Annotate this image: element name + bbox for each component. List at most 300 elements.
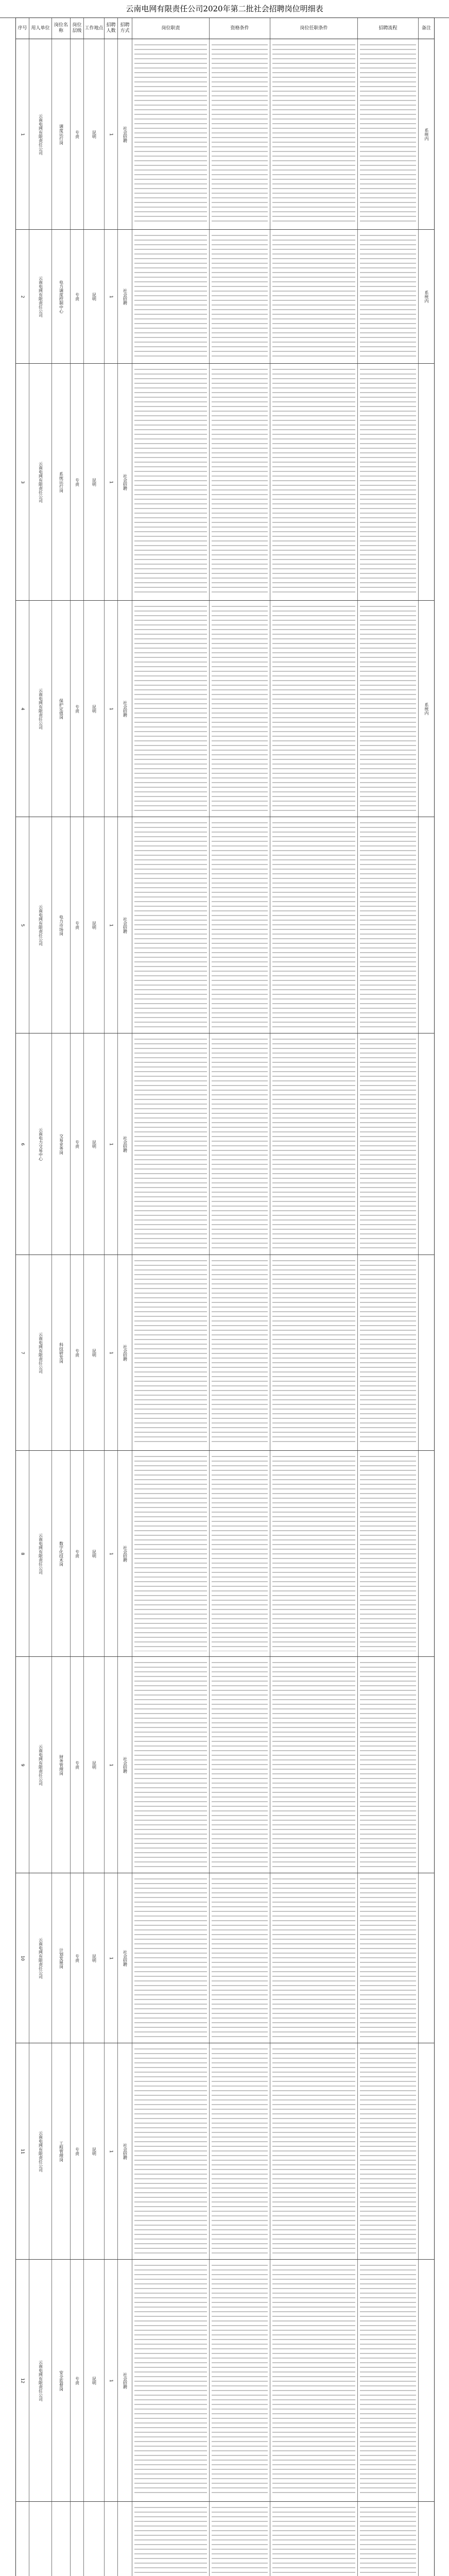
row-condition-cell bbox=[270, 1451, 358, 1656]
row-place: 昆明 bbox=[92, 292, 97, 301]
row-remark: 系统内 bbox=[424, 290, 429, 303]
row-unit-cell bbox=[29, 2043, 52, 2259]
row-duty-cell bbox=[132, 2260, 210, 2501]
row-post-cell bbox=[52, 2043, 71, 2259]
row-method: 社会招聘 bbox=[123, 1545, 128, 1562]
row-method-cell bbox=[118, 1657, 132, 1873]
text-lines bbox=[272, 2507, 355, 2576]
row-level-cell bbox=[71, 1657, 84, 1873]
row-count-cell bbox=[105, 364, 118, 600]
row-process-cell bbox=[358, 230, 419, 363]
row-method-cell bbox=[118, 1255, 132, 1450]
row-method-cell bbox=[118, 1033, 132, 1255]
text-lines bbox=[360, 2507, 416, 2576]
row-level: 专责 bbox=[75, 1140, 80, 1148]
row-remark-cell bbox=[419, 1033, 434, 1255]
text-lines bbox=[134, 2048, 207, 2254]
row-count: 1 bbox=[109, 1763, 114, 1767]
row-unit-cell bbox=[29, 230, 52, 363]
row-method: 社会招聘 bbox=[123, 917, 128, 934]
row-place: 昆明 bbox=[92, 1549, 97, 1558]
row-unit-cell bbox=[29, 1033, 52, 1255]
row-place-cell bbox=[84, 364, 105, 600]
row-no-cell bbox=[16, 2502, 29, 2576]
row-remark-cell bbox=[419, 364, 434, 600]
row-process-cell bbox=[358, 2260, 419, 2501]
row-condition-cell bbox=[270, 2502, 358, 2576]
row-unit-cell bbox=[29, 601, 52, 817]
text-lines bbox=[272, 1039, 355, 1249]
row-duty-cell bbox=[132, 230, 210, 363]
row-unit: 云南电网有限责任公司 bbox=[38, 2360, 43, 2401]
text-lines bbox=[134, 1878, 207, 2038]
row-unit-cell bbox=[29, 1873, 52, 2043]
row-place-cell bbox=[84, 601, 105, 817]
row-no: 3 bbox=[20, 480, 25, 484]
row-process-cell bbox=[358, 1255, 419, 1450]
row-level: 专责 bbox=[75, 2147, 80, 2156]
row-remark-cell bbox=[419, 2043, 434, 2259]
row-method-cell bbox=[118, 1873, 132, 2043]
row-no: 2 bbox=[20, 295, 25, 298]
row-qualification-cell bbox=[210, 2502, 270, 2576]
row-process-cell bbox=[358, 601, 419, 817]
row-unit: 云南电网有限责任公司 bbox=[38, 688, 43, 730]
row-remark-cell bbox=[419, 1873, 434, 2043]
header-process: 招聘流程 bbox=[358, 18, 419, 39]
row-level-cell bbox=[71, 2260, 84, 2501]
row-level: 专责 bbox=[75, 1954, 80, 1962]
text-lines bbox=[212, 2048, 268, 2254]
text-lines bbox=[360, 235, 416, 358]
row-count: 1 bbox=[109, 707, 114, 710]
text-lines bbox=[212, 369, 268, 595]
row-duty-cell bbox=[132, 39, 210, 229]
row-level-cell bbox=[71, 1255, 84, 1450]
row-no: 10 bbox=[20, 1955, 25, 1961]
row-process-cell bbox=[358, 2502, 419, 2576]
recruitment-table bbox=[15, 18, 435, 2576]
row-unit-cell bbox=[29, 1255, 52, 1450]
text-lines bbox=[134, 822, 207, 1028]
text-lines bbox=[272, 369, 355, 595]
row-post-cell bbox=[52, 1033, 71, 1255]
row-count: 1 bbox=[109, 132, 114, 136]
row-unit-cell bbox=[29, 39, 52, 229]
row-condition-cell bbox=[270, 817, 358, 1033]
row-condition-cell bbox=[270, 364, 358, 600]
row-method: 社会招聘 bbox=[123, 1344, 128, 1361]
text-lines bbox=[212, 44, 268, 224]
row-unit-cell bbox=[29, 2502, 52, 2576]
text-lines bbox=[212, 2507, 268, 2576]
table-row bbox=[16, 601, 434, 817]
row-qualification-cell bbox=[210, 39, 270, 229]
row-remark-cell bbox=[419, 601, 434, 817]
row-method: 社会招聘 bbox=[123, 2372, 128, 2389]
text-lines bbox=[212, 1878, 268, 2038]
row-method: 社会招聘 bbox=[123, 1136, 128, 1153]
row-qualification-cell bbox=[210, 1873, 270, 2043]
row-process-cell bbox=[358, 39, 419, 229]
row-level: 专责 bbox=[75, 704, 80, 713]
row-level-cell bbox=[71, 2502, 84, 2576]
row-unit-cell bbox=[29, 817, 52, 1033]
row-method: 社会招聘 bbox=[123, 126, 128, 143]
row-remark-cell bbox=[419, 817, 434, 1033]
row-duty-cell bbox=[132, 817, 210, 1033]
row-post-cell bbox=[52, 601, 71, 817]
row-process-cell bbox=[358, 1451, 419, 1656]
row-process-cell bbox=[358, 1033, 419, 1255]
text-lines bbox=[212, 1662, 268, 1868]
row-place: 昆明 bbox=[92, 1760, 97, 1769]
row-post-cell bbox=[52, 1255, 71, 1450]
row-qualification-cell bbox=[210, 1255, 270, 1450]
row-method-cell bbox=[118, 1451, 132, 1656]
header-count: 招聘人数 bbox=[105, 18, 118, 39]
table-row bbox=[16, 1255, 434, 1451]
row-level: 专责 bbox=[75, 921, 80, 929]
row-remark-cell bbox=[419, 230, 434, 363]
text-lines bbox=[134, 1662, 207, 1868]
row-count-cell bbox=[105, 1255, 118, 1450]
row-post-cell bbox=[52, 1451, 71, 1656]
text-lines bbox=[272, 2265, 355, 2496]
row-count: 1 bbox=[109, 480, 114, 484]
row-method: 社会招聘 bbox=[123, 288, 128, 305]
text-lines bbox=[212, 235, 268, 358]
row-level-cell bbox=[71, 230, 84, 363]
header-place: 工作地点 bbox=[84, 18, 105, 39]
row-unit: 云南电网有限责任公司 bbox=[38, 113, 43, 155]
header-unit: 用人单位 bbox=[29, 18, 52, 39]
row-condition-cell bbox=[270, 601, 358, 817]
row-no-cell bbox=[16, 39, 29, 229]
row-process-cell bbox=[358, 364, 419, 600]
text-lines bbox=[134, 235, 207, 358]
row-qualification-cell bbox=[210, 1451, 270, 1656]
row-remark-cell bbox=[419, 39, 434, 229]
row-condition-cell bbox=[270, 1255, 358, 1450]
row-no: 7 bbox=[20, 1351, 25, 1354]
row-condition-cell bbox=[270, 2260, 358, 2501]
row-unit-cell bbox=[29, 1657, 52, 1873]
row-place: 昆明 bbox=[92, 2376, 97, 2385]
row-method: 社会招聘 bbox=[123, 1756, 128, 1773]
row-no-cell bbox=[16, 364, 29, 600]
row-unit: 云南电网有限责任公司 bbox=[38, 2130, 43, 2172]
row-process-cell bbox=[358, 817, 419, 1033]
row-remark-cell bbox=[419, 2260, 434, 2501]
text-lines bbox=[272, 2048, 355, 2254]
row-condition-cell bbox=[270, 39, 358, 229]
text-lines bbox=[134, 2265, 207, 2496]
row-count: 1 bbox=[109, 923, 114, 927]
row-no-cell bbox=[16, 601, 29, 817]
row-qualification-cell bbox=[210, 1033, 270, 1255]
table-header-row bbox=[16, 18, 434, 39]
row-count-cell bbox=[105, 39, 118, 229]
row-duty-cell bbox=[132, 1873, 210, 2043]
row-duty-cell bbox=[132, 2502, 210, 2576]
row-post: 保护定值岗 bbox=[59, 698, 64, 719]
row-duty-cell bbox=[132, 364, 210, 600]
row-remark-cell bbox=[419, 1451, 434, 1656]
text-lines bbox=[360, 1260, 416, 1445]
row-level: 专责 bbox=[75, 1760, 80, 1769]
row-count: 1 bbox=[109, 1956, 114, 1960]
row-no-cell bbox=[16, 817, 29, 1033]
header-level: 岗位层级 bbox=[71, 18, 84, 39]
row-no: 1 bbox=[20, 132, 25, 136]
row-unit-cell bbox=[29, 364, 52, 600]
row-condition-cell bbox=[270, 1657, 358, 1873]
row-no: 12 bbox=[20, 2378, 25, 2383]
row-count-cell bbox=[105, 817, 118, 1033]
row-level-cell bbox=[71, 1451, 84, 1656]
row-method-cell bbox=[118, 2260, 132, 2501]
row-place: 昆明 bbox=[92, 1140, 97, 1148]
row-post: 交易业务岗 bbox=[59, 1133, 64, 1155]
header-no: 序号 bbox=[16, 18, 29, 39]
row-place: 昆明 bbox=[92, 2147, 97, 2156]
row-condition-cell bbox=[270, 2043, 358, 2259]
row-post-cell bbox=[52, 817, 71, 1033]
text-lines bbox=[360, 44, 416, 224]
row-duty-cell bbox=[132, 1657, 210, 1873]
text-lines bbox=[360, 606, 416, 811]
text-lines bbox=[360, 822, 416, 1028]
row-count: 1 bbox=[109, 2379, 114, 2382]
text-lines bbox=[272, 1662, 355, 1868]
row-level-cell bbox=[71, 1873, 84, 2043]
row-level-cell bbox=[71, 39, 84, 229]
text-lines bbox=[360, 369, 416, 595]
row-method-cell bbox=[118, 364, 132, 600]
row-qualification-cell bbox=[210, 817, 270, 1033]
row-no-cell bbox=[16, 2043, 29, 2259]
row-method-cell bbox=[118, 230, 132, 363]
header-duty: 岗位职责 bbox=[132, 18, 210, 39]
row-unit: 云南电网有限责任公司 bbox=[38, 1744, 43, 1786]
text-lines bbox=[134, 369, 207, 595]
text-lines bbox=[360, 1878, 416, 2038]
header-qualification: 资格条件 bbox=[210, 18, 270, 39]
row-level-cell bbox=[71, 1033, 84, 1255]
row-post: 系统运行岗 bbox=[59, 471, 64, 493]
row-no-cell bbox=[16, 1255, 29, 1450]
row-method-cell bbox=[118, 601, 132, 817]
row-post-cell bbox=[52, 1657, 71, 1873]
row-count: 1 bbox=[109, 1351, 114, 1354]
text-lines bbox=[360, 1039, 416, 1249]
row-no: 11 bbox=[20, 2148, 25, 2154]
row-count-cell bbox=[105, 230, 118, 363]
text-lines bbox=[272, 1456, 355, 1651]
row-post: 科技研发岗 bbox=[59, 1342, 64, 1363]
row-unit: 云南电网有限责任公司 bbox=[38, 1533, 43, 1574]
row-method: 社会招聘 bbox=[123, 700, 128, 717]
row-no-cell bbox=[16, 1873, 29, 2043]
text-lines bbox=[212, 822, 268, 1028]
row-count: 1 bbox=[109, 2149, 114, 2153]
row-unit: 云南电网有限责任公司 bbox=[38, 461, 43, 503]
table-row bbox=[16, 2043, 434, 2260]
row-post: 调度运行岗 bbox=[59, 124, 64, 145]
row-duty-cell bbox=[132, 1033, 210, 1255]
row-place-cell bbox=[84, 2502, 105, 2576]
text-lines bbox=[272, 606, 355, 811]
row-level-cell bbox=[71, 817, 84, 1033]
row-post: 电力市场岗 bbox=[59, 914, 64, 936]
row-post: 财务管理岗 bbox=[59, 1754, 64, 1775]
row-level: 专责 bbox=[75, 478, 80, 486]
row-no: 5 bbox=[20, 923, 25, 927]
row-unit-cell bbox=[29, 1451, 52, 1656]
row-method: 社会招聘 bbox=[123, 473, 128, 490]
header-method: 招聘方式 bbox=[118, 18, 132, 39]
text-lines bbox=[134, 44, 207, 224]
row-level-cell bbox=[71, 601, 84, 817]
row-no-cell bbox=[16, 1451, 29, 1656]
row-qualification-cell bbox=[210, 2043, 270, 2259]
row-condition-cell bbox=[270, 1873, 358, 2043]
row-no: 9 bbox=[20, 1763, 25, 1767]
row-count: 1 bbox=[109, 295, 114, 298]
header-remark: 备注 bbox=[421, 25, 431, 31]
row-post: 电力调度控制中心 bbox=[59, 280, 64, 313]
text-lines bbox=[272, 822, 355, 1028]
text-lines bbox=[212, 606, 268, 811]
text-lines bbox=[272, 44, 355, 224]
table-row bbox=[16, 1657, 434, 1873]
row-method: 社会招聘 bbox=[123, 2143, 128, 2160]
row-method-cell bbox=[118, 817, 132, 1033]
row-condition-cell bbox=[270, 1033, 358, 1255]
table-row bbox=[16, 817, 434, 1033]
row-remark-cell bbox=[419, 1657, 434, 1873]
row-duty-cell bbox=[132, 1451, 210, 1656]
row-post-cell bbox=[52, 1873, 71, 2043]
row-place-cell bbox=[84, 2043, 105, 2259]
text-lines bbox=[134, 1260, 207, 1445]
row-place: 昆明 bbox=[92, 1954, 97, 1962]
row-post-cell bbox=[52, 230, 71, 363]
row-method: 社会招聘 bbox=[123, 1950, 128, 1967]
row-remark: 系统内 bbox=[424, 702, 429, 715]
row-level: 专责 bbox=[75, 130, 80, 139]
text-lines bbox=[360, 1456, 416, 1651]
row-method-cell bbox=[118, 2043, 132, 2259]
row-place-cell bbox=[84, 1451, 105, 1656]
header-post: 岗位名称 bbox=[52, 18, 71, 39]
text-lines bbox=[134, 2507, 207, 2576]
row-remark-cell bbox=[419, 2502, 434, 2576]
row-condition-cell bbox=[270, 230, 358, 363]
row-method-cell bbox=[118, 39, 132, 229]
row-place: 昆明 bbox=[92, 921, 97, 929]
row-qualification-cell bbox=[210, 364, 270, 600]
row-no-cell bbox=[16, 230, 29, 363]
row-place-cell bbox=[84, 230, 105, 363]
text-lines bbox=[360, 2048, 416, 2254]
text-lines bbox=[272, 1878, 355, 2038]
text-lines bbox=[360, 1662, 416, 1868]
row-no: 8 bbox=[20, 1552, 25, 1555]
row-place-cell bbox=[84, 817, 105, 1033]
row-post: 工程管理岗 bbox=[59, 2141, 64, 2162]
row-place-cell bbox=[84, 1657, 105, 1873]
row-qualification-cell bbox=[210, 601, 270, 817]
row-duty-cell bbox=[132, 601, 210, 817]
row-post-cell bbox=[52, 39, 71, 229]
row-unit-cell bbox=[29, 2260, 52, 2501]
row-process-cell bbox=[358, 1657, 419, 1873]
row-count-cell bbox=[105, 1873, 118, 2043]
row-unit: 云南电网有限责任公司 bbox=[38, 904, 43, 946]
text-lines bbox=[212, 1456, 268, 1651]
row-place: 昆明 bbox=[92, 704, 97, 713]
table-row bbox=[16, 230, 434, 364]
row-level: 专责 bbox=[75, 1549, 80, 1558]
row-count-cell bbox=[105, 1033, 118, 1255]
table-row bbox=[16, 1451, 434, 1657]
text-lines bbox=[212, 2265, 268, 2496]
row-place: 昆明 bbox=[92, 130, 97, 139]
table-row bbox=[16, 2502, 434, 2576]
table-row bbox=[16, 39, 434, 230]
row-place-cell bbox=[84, 39, 105, 229]
row-count: 1 bbox=[109, 1552, 114, 1555]
table-row bbox=[16, 1033, 434, 1255]
row-remark: 系统内 bbox=[424, 128, 429, 141]
row-count: 1 bbox=[109, 1142, 114, 1146]
row-level: 专责 bbox=[75, 1348, 80, 1357]
row-count-cell bbox=[105, 2260, 118, 2501]
row-post-cell bbox=[52, 2502, 71, 2576]
row-post: 计划发展岗 bbox=[59, 1947, 64, 1969]
row-count-cell bbox=[105, 2502, 118, 2576]
row-place-cell bbox=[84, 1873, 105, 2043]
text-lines bbox=[212, 1260, 268, 1445]
row-unit: 云南电力交易中心 bbox=[38, 1127, 43, 1161]
row-place: 昆明 bbox=[92, 1348, 97, 1357]
row-method-cell bbox=[118, 2502, 132, 2576]
row-no-cell bbox=[16, 1033, 29, 1255]
table-row bbox=[16, 2260, 434, 2502]
text-lines bbox=[360, 2265, 416, 2496]
row-duty-cell bbox=[132, 1255, 210, 1450]
row-level-cell bbox=[71, 2043, 84, 2259]
row-post: 安全监督岗 bbox=[59, 2370, 64, 2391]
row-place-cell bbox=[84, 1255, 105, 1450]
row-post-cell bbox=[52, 2260, 71, 2501]
row-count-cell bbox=[105, 1451, 118, 1656]
text-lines bbox=[272, 1260, 355, 1445]
row-level-cell bbox=[71, 364, 84, 600]
row-level: 专责 bbox=[75, 292, 80, 301]
text-lines bbox=[134, 1039, 207, 1249]
row-place-cell bbox=[84, 1033, 105, 1255]
row-qualification-cell bbox=[210, 1657, 270, 1873]
row-count-cell bbox=[105, 1657, 118, 1873]
row-duty-cell bbox=[132, 2043, 210, 2259]
row-process-cell bbox=[358, 1873, 419, 2043]
row-unit: 云南电网有限责任公司 bbox=[38, 1332, 43, 1374]
row-level: 专责 bbox=[75, 2376, 80, 2385]
text-lines bbox=[134, 1456, 207, 1651]
